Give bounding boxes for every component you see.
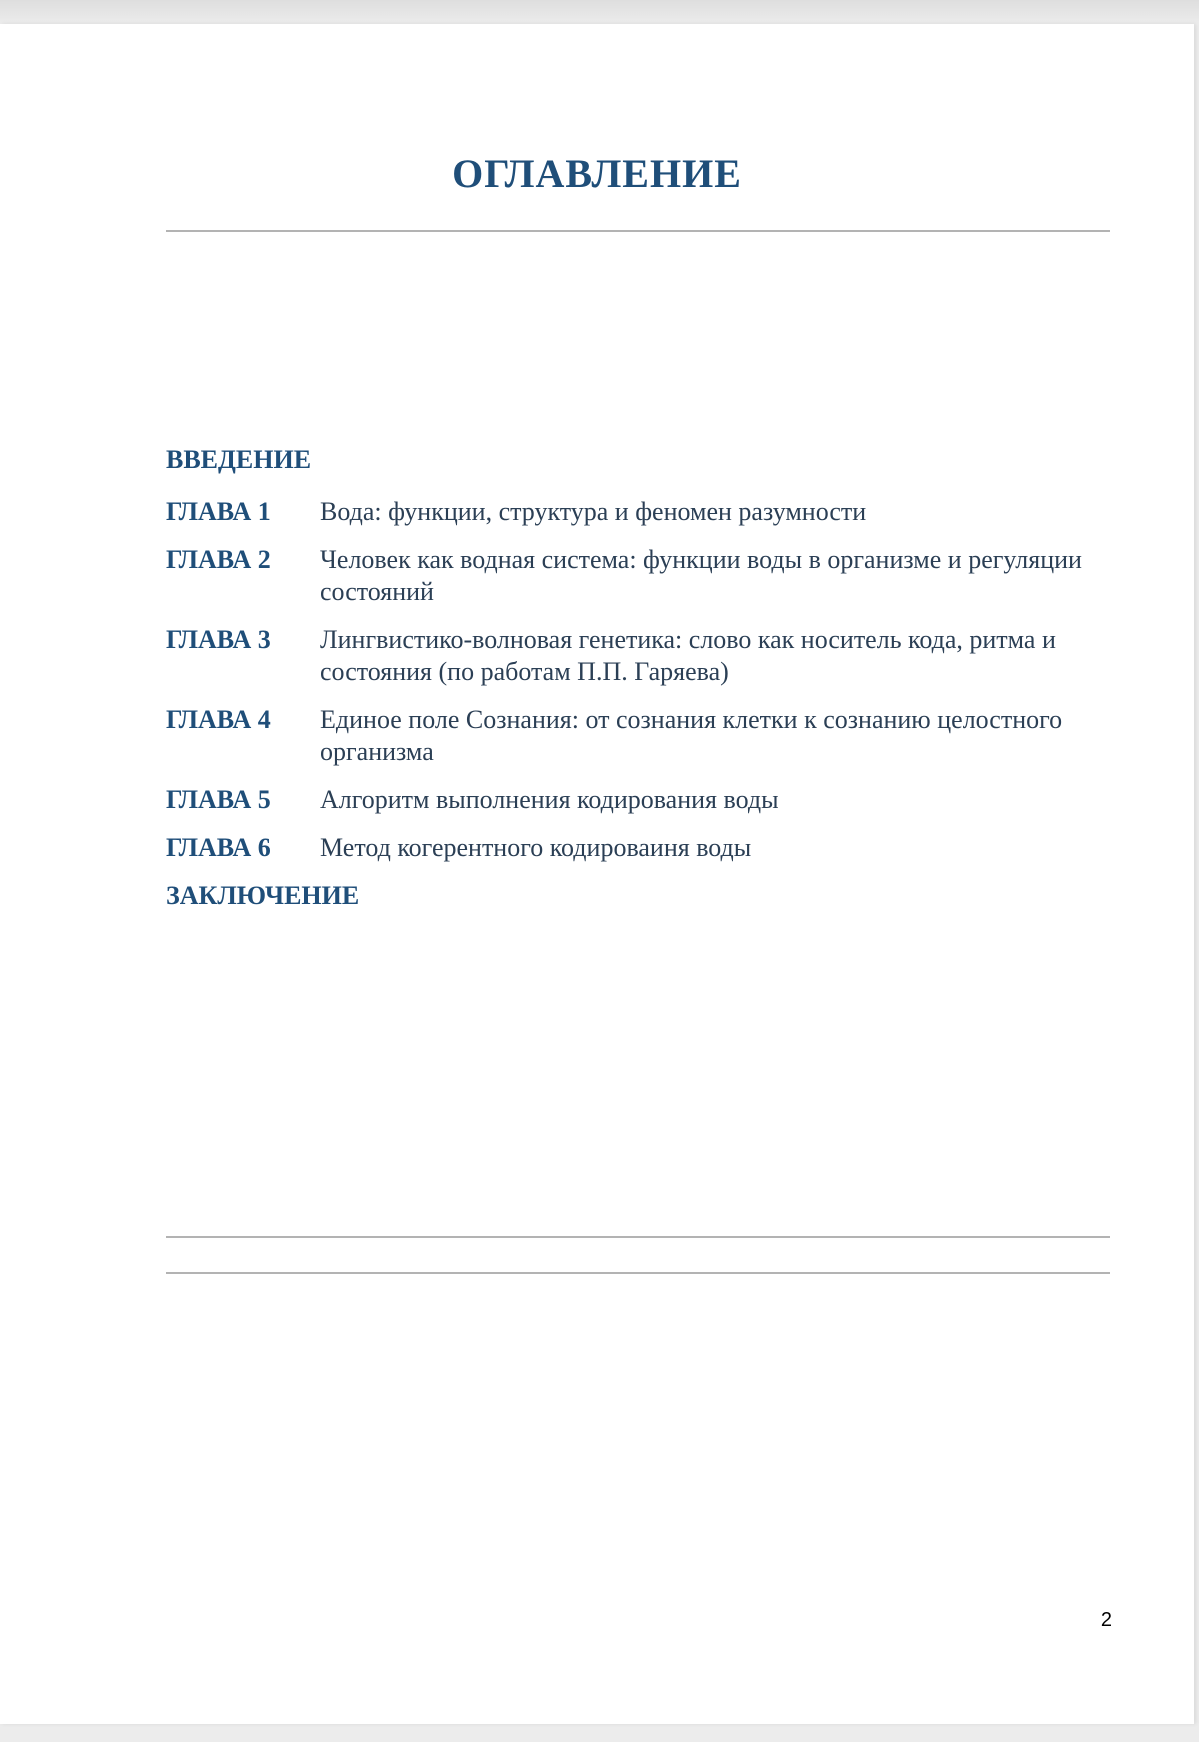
toc-chapter-2 — [166, 544, 1110, 608]
chapter-title: Человек как водная система: функции воды в организме и регуляции состояний — [320, 545, 1082, 606]
chapter-label: ГЛАВА 2 — [166, 545, 271, 574]
toc-chapter-1 — [166, 496, 1110, 528]
toc-introduction: ВВЕДЕНИЕ — [166, 445, 312, 474]
toc-chapter-4 — [166, 704, 1110, 768]
chapter-label: ГЛАВА 6 — [166, 833, 271, 862]
chapter-title: Метод когерентного кодироваиня воды — [320, 833, 752, 862]
document-page — [0, 24, 1194, 1724]
chapter-label: ГЛАВА 1 — [166, 497, 271, 526]
page-number: 2 — [1100, 1609, 1112, 1631]
chapter-title: Вода: функции, структура и феномен разумности — [320, 497, 867, 526]
toc-chapter-5 — [166, 784, 1110, 816]
chapter-label: ГЛАВА 3 — [166, 625, 271, 654]
toc-chapter-3 — [166, 624, 1110, 688]
chapter-title: Алгоритм выполнения кодирования воды — [320, 785, 779, 814]
toc-conclusion: ЗАКЛЮЧЕНИЕ — [166, 881, 360, 910]
page-title: ОГЛАВЛЕНИЕ — [452, 151, 742, 196]
chapter-title: Единое поле Сознания: от сознания клетки к сознанию целостного организма — [320, 705, 1063, 766]
footer-divider-top — [166, 1236, 1110, 1238]
toc-chapter-6 — [166, 832, 1110, 864]
chapter-label: ГЛАВА 4 — [166, 705, 271, 734]
chapter-title: Лингвистико-волновая генетика: слово как носитель кода, ритма и состояния (по работам П.П. Гаряева) — [320, 625, 1056, 686]
table-of-contents — [166, 444, 1110, 912]
footer-divider-bottom — [166, 1272, 1110, 1274]
title-divider — [166, 230, 1110, 232]
chapter-label: ГЛАВА 5 — [166, 785, 271, 814]
